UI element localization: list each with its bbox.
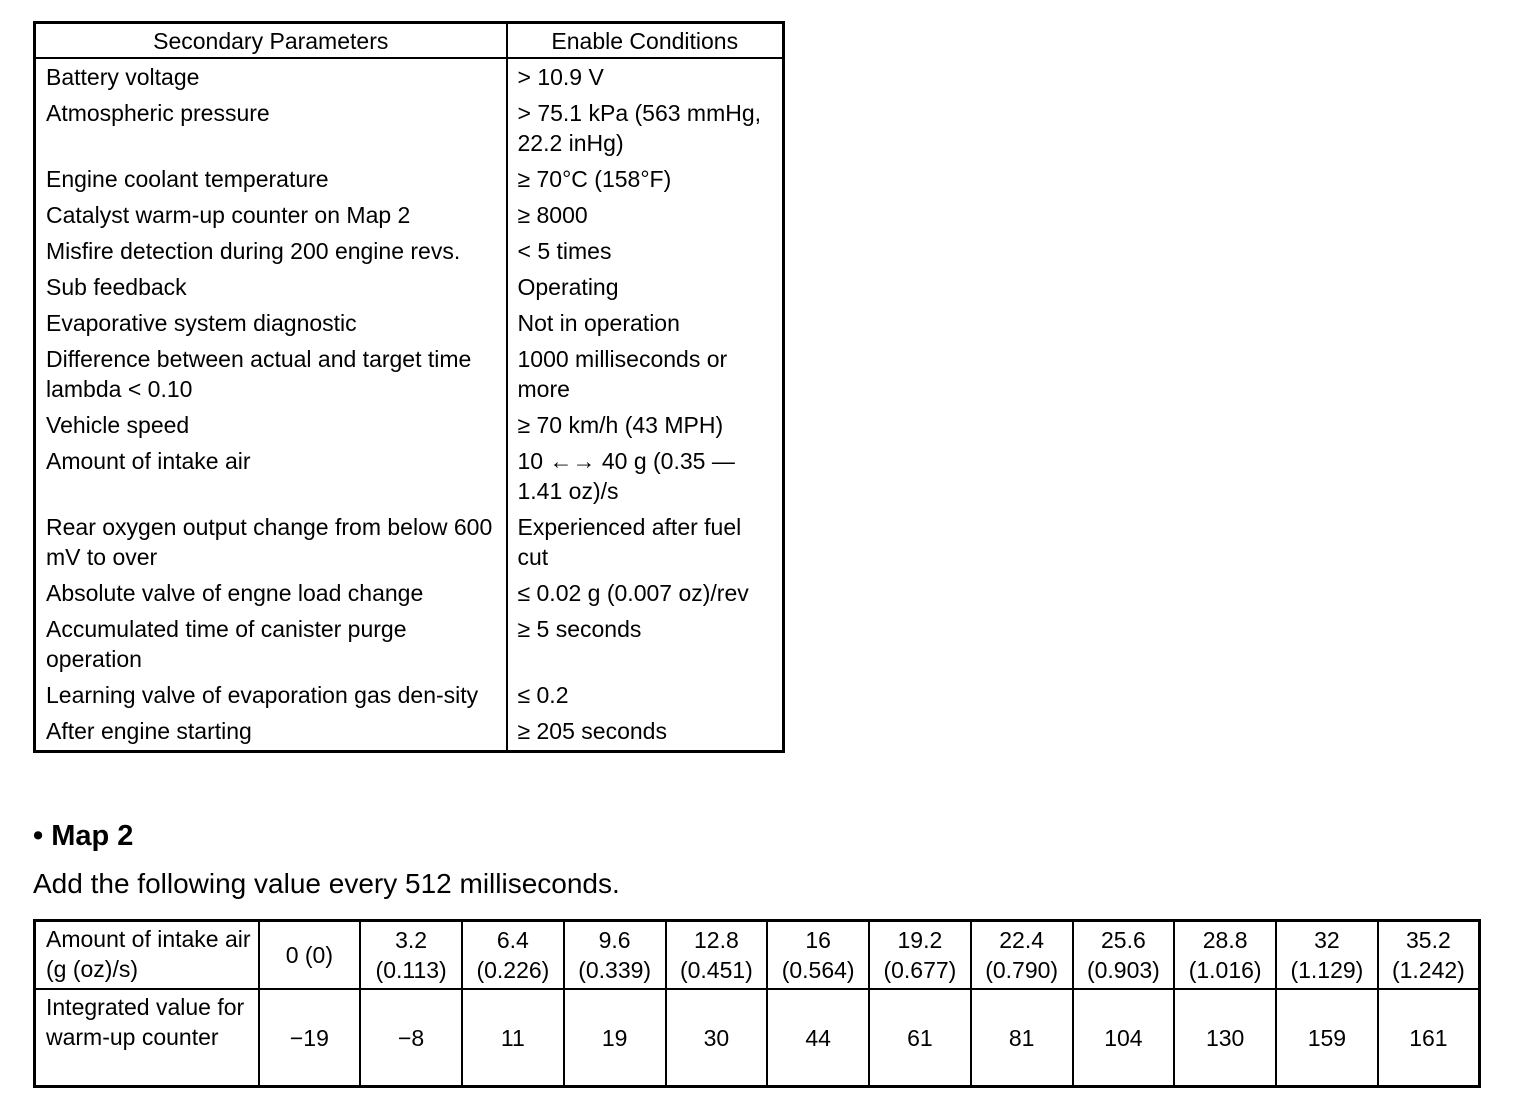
table-row <box>35 270 784 306</box>
param-condition: Not in operation <box>507 306 784 342</box>
param-condition: 1000 milliseconds or more <box>507 342 784 408</box>
air-value-gs: 32 <box>1314 927 1340 953</box>
integrated-value-row <box>35 989 1480 1087</box>
param-name: Learning valve of evaporation gas den-sity <box>35 678 507 714</box>
table-row <box>35 576 784 612</box>
intake-air-row <box>35 921 1480 990</box>
integrated-value-cell: 81 <box>971 989 1073 1087</box>
intake-air-cell <box>1276 921 1378 990</box>
table-row <box>35 678 784 714</box>
param-condition: > 75.1 kPa (563 mmHg, 22.2 inHg) <box>507 96 784 162</box>
param-condition: ≥ 8000 <box>507 198 784 234</box>
secondary-parameters-table <box>33 21 785 753</box>
air-value-gs: 9.6 <box>598 927 631 953</box>
integrated-value-cell: 130 <box>1174 989 1276 1087</box>
column-header-parameters: Secondary Parameters <box>35 23 507 59</box>
table-header-row <box>35 23 784 59</box>
air-value-ozs: (1.242) <box>1391 957 1465 983</box>
integrated-value-cell: −19 <box>259 989 361 1087</box>
param-condition: ≥ 70°C (158°F) <box>507 162 784 198</box>
param-name: Amount of intake air <box>35 444 507 510</box>
air-value-ozs: (1.016) <box>1188 957 1262 983</box>
integrated-value-cell: 159 <box>1276 989 1378 1087</box>
table-row <box>35 58 784 96</box>
air-value-ozs: (0.564) <box>781 957 855 983</box>
intake-air-cell <box>462 921 564 990</box>
param-name: Sub feedback <box>35 270 507 306</box>
air-value-gs: 6.4 <box>496 927 529 953</box>
map2-table <box>33 919 1481 1088</box>
air-value-gs: 35.2 <box>1405 927 1451 953</box>
param-name: Accumulated time of canister purge operation <box>35 612 507 678</box>
air-value-ozs: (0.226) <box>476 957 550 983</box>
intake-air-cell <box>767 921 869 990</box>
integrated-value-label: Integrated value for warm-up counter <box>35 989 259 1087</box>
param-name: Misfire detection during 200 engine revs. <box>35 234 507 270</box>
air-value-gs: 0 (0) <box>285 942 334 968</box>
integrated-value-cell: 19 <box>564 989 666 1087</box>
column-header-conditions: Enable Conditions <box>507 23 784 59</box>
integrated-value-cell: −8 <box>360 989 462 1087</box>
table-row <box>35 408 784 444</box>
param-name: Vehicle speed <box>35 408 507 444</box>
table-row <box>35 96 784 162</box>
air-value-gs: 28.8 <box>1202 927 1248 953</box>
table-row <box>35 342 784 408</box>
table-row <box>35 612 784 678</box>
table-row <box>35 162 784 198</box>
param-name: Absolute valve of engne load change <box>35 576 507 612</box>
intake-air-cell <box>1174 921 1276 990</box>
param-condition: < 5 times <box>507 234 784 270</box>
table-row <box>35 234 784 270</box>
air-value-ozs: (0.677) <box>883 957 957 983</box>
intake-air-cell <box>971 921 1073 990</box>
air-value-gs: 16 <box>805 927 831 953</box>
param-condition: ≥ 5 seconds <box>507 612 784 678</box>
param-name: Catalyst warm-up counter on Map 2 <box>35 198 507 234</box>
intake-air-cell <box>564 921 666 990</box>
map2-note: Add the following value every 512 milliseconds. <box>33 868 620 899</box>
integrated-value-cell: 161 <box>1378 989 1480 1087</box>
air-value-gs: 12.8 <box>693 927 739 953</box>
table-row <box>35 510 784 576</box>
intake-air-cell <box>869 921 971 990</box>
table-row <box>35 444 784 510</box>
param-name: Battery voltage <box>35 58 507 96</box>
param-condition: Operating <box>507 270 784 306</box>
intake-air-label: Amount of intake air (g (oz)/s) <box>35 921 259 990</box>
param-condition: ≥ 205 seconds <box>507 714 784 752</box>
air-value-ozs: (0.113) <box>375 957 447 983</box>
intake-air-cell <box>1073 921 1175 990</box>
air-value-gs: 3.2 <box>395 927 428 953</box>
air-value-ozs: (1.129) <box>1290 957 1364 983</box>
air-value-ozs: (0.790) <box>985 957 1059 983</box>
param-name: After engine starting <box>35 714 507 752</box>
param-condition: > 10.9 V <box>507 58 784 96</box>
param-condition: ≤ 0.02 g (0.007 oz)/rev <box>507 576 784 612</box>
integrated-value-cell: 30 <box>666 989 768 1087</box>
integrated-value-cell: 104 <box>1073 989 1175 1087</box>
param-name: Evaporative system diagnostic <box>35 306 507 342</box>
air-value-gs: 22.4 <box>999 927 1044 953</box>
intake-air-cell <box>360 921 462 990</box>
air-value-ozs: (0.451) <box>679 957 753 983</box>
param-condition: Experienced after fuel cut <box>507 510 784 576</box>
integrated-value-cell: 11 <box>462 989 564 1087</box>
param-condition: ≤ 0.2 <box>507 678 784 714</box>
air-value-gs: 19.2 <box>897 927 943 953</box>
integrated-value-cell: 61 <box>869 989 971 1087</box>
air-value-ozs: (0.903) <box>1086 957 1160 983</box>
air-value-gs: 25.6 <box>1100 927 1146 953</box>
intake-air-cell <box>666 921 768 990</box>
table-row <box>35 714 784 752</box>
air-value-ozs: (0.339) <box>578 957 652 983</box>
param-name: Engine coolant temperature <box>35 162 507 198</box>
table-row <box>35 198 784 234</box>
integrated-value-cell: 44 <box>767 989 869 1087</box>
intake-air-cell <box>1378 921 1480 990</box>
table-row <box>35 306 784 342</box>
param-condition: ≥ 70 km/h (43 MPH) <box>507 408 784 444</box>
param-name: Rear oxygen output change from below 600 mV to over <box>35 510 507 576</box>
intake-air-cell <box>259 921 361 990</box>
map2-title: • Map 2 <box>33 820 134 852</box>
param-name: Atmospheric pressure <box>35 96 507 162</box>
param-condition: 10 ←→ 40 g (0.35 — 1.41 oz)/s <box>507 444 784 510</box>
param-name: Difference between actual and target time lambda < 0.10 <box>35 342 507 408</box>
